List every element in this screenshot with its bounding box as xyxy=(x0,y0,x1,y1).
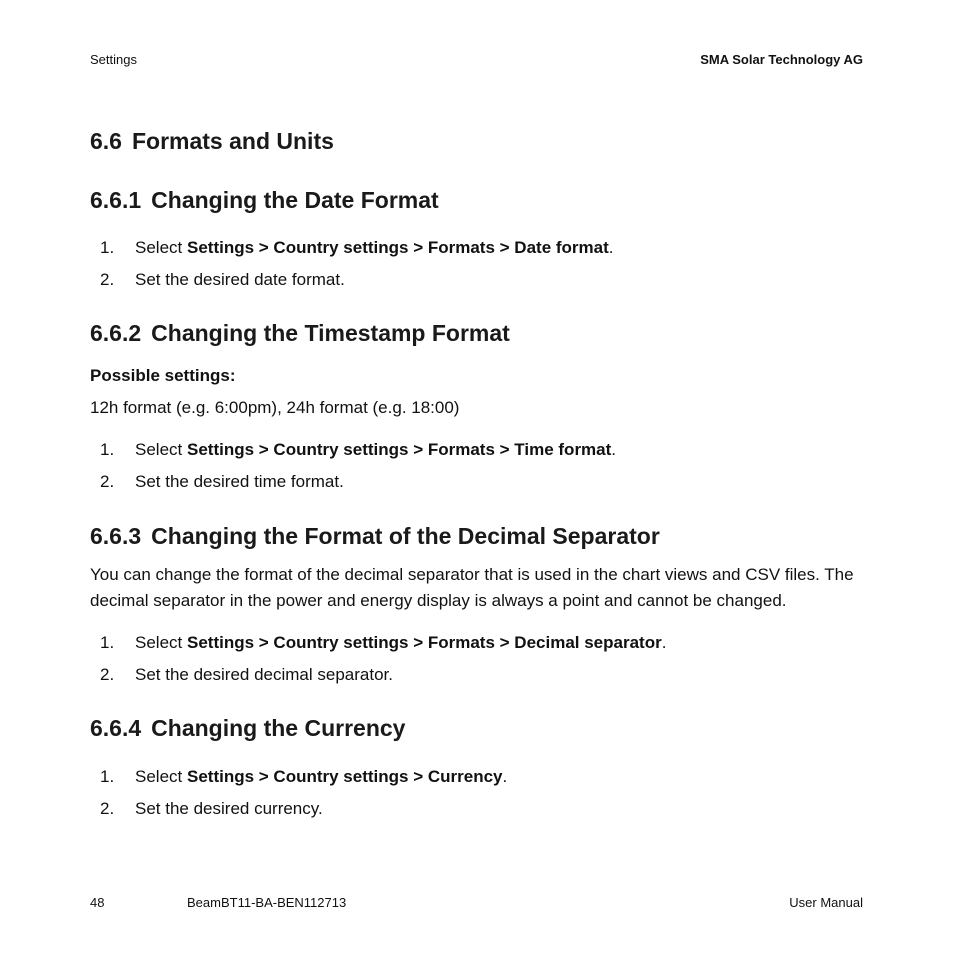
page-number: 48 xyxy=(90,895,105,910)
menu-path: Settings > Country settings > Formats > Date format xyxy=(186,238,609,257)
heading-6-6-1 xyxy=(90,187,439,214)
intro-paragraph xyxy=(90,562,880,614)
list-item xyxy=(100,472,344,492)
list-item xyxy=(100,767,507,787)
possible-settings-label: Possible settings: xyxy=(90,366,236,385)
menu-path: Settings > Country settings > Currency xyxy=(186,767,503,786)
step-text: Set the desired time format. xyxy=(135,472,344,491)
list-item xyxy=(100,665,393,685)
list-item xyxy=(100,440,616,460)
step-number: 1. xyxy=(100,633,115,652)
heading-title: Changing the Timestamp Format xyxy=(151,320,510,346)
list-item xyxy=(100,799,323,819)
step-number: 1. xyxy=(100,440,115,459)
step-number: 2. xyxy=(100,270,115,289)
heading-number: 6.6.4 xyxy=(90,715,142,741)
possible-settings-values: 12h format (e.g. 6:00pm), 24h format (e.g. 18:00) xyxy=(90,398,460,417)
step-number: 1. xyxy=(100,238,115,257)
heading-6-6-3 xyxy=(90,523,660,550)
heading-number: 6.6 xyxy=(90,128,122,154)
heading-title: Changing the Date Format xyxy=(151,187,439,213)
list-item xyxy=(100,633,666,653)
step-suffix: . xyxy=(661,633,667,652)
heading-number: 6.6.3 xyxy=(90,523,142,549)
heading-6-6 xyxy=(90,128,334,155)
menu-path: Settings > Country settings > Formats > Decimal separator xyxy=(186,633,662,652)
step-suffix: . xyxy=(611,440,617,459)
step-text: Select xyxy=(135,767,187,786)
heading-title: Changing the Format of the Decimal Separator xyxy=(151,523,660,549)
heading-number: 6.6.1 xyxy=(90,187,142,213)
intro-line: You can change the format of the decimal separator that is used in the chart views and CSV files. The xyxy=(90,565,854,584)
step-number: 2. xyxy=(100,665,115,684)
heading-6-6-2 xyxy=(90,320,510,347)
heading-title: Formats and Units xyxy=(131,128,334,154)
header-company: SMA Solar Technology AG xyxy=(700,52,863,67)
step-number: 1. xyxy=(100,767,115,786)
step-number: 2. xyxy=(100,799,115,818)
document-id: BeamBT11-BA-BEN112713 xyxy=(187,895,347,910)
document-type: User Manual xyxy=(789,895,863,910)
step-text: Set the desired date format. xyxy=(135,270,345,289)
step-text: Select xyxy=(135,633,187,652)
step-number: 2. xyxy=(100,472,115,491)
list-item xyxy=(100,238,614,258)
step-text: Select xyxy=(135,440,187,459)
step-suffix: . xyxy=(502,767,508,786)
step-text: Set the desired currency. xyxy=(135,799,323,818)
list-item xyxy=(100,270,345,290)
heading-6-6-4 xyxy=(90,715,405,742)
intro-line: decimal separator in the power and energy display is always a point and cannot be changed. xyxy=(90,591,787,610)
header-section-label: Settings xyxy=(90,52,137,67)
heading-number: 6.6.2 xyxy=(90,320,142,346)
step-text: Set the desired decimal separator. xyxy=(135,665,393,684)
step-text: Select xyxy=(135,238,187,257)
menu-path: Settings > Country settings > Formats > Time format xyxy=(186,440,612,459)
step-suffix: . xyxy=(608,238,614,257)
heading-title: Changing the Currency xyxy=(151,715,406,741)
